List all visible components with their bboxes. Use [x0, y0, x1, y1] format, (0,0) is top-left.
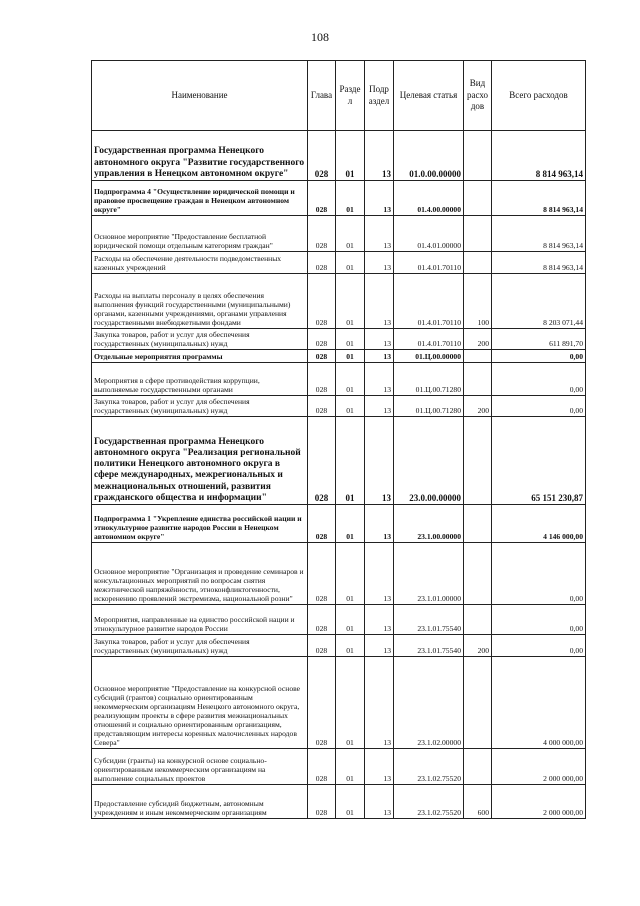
row-chapter: 028: [308, 329, 336, 350]
row-target: 01.Ц.00.71280: [394, 363, 464, 396]
row-name: Закупка товаров, работ и услуг для обеспечения государственных (муниципальных) нужд: [92, 396, 308, 417]
header-chapter: Глава: [308, 61, 336, 131]
table-row: [92, 350, 586, 363]
row-chapter: 028: [308, 216, 336, 252]
row-subsection: 13: [365, 181, 394, 216]
row-subsection: 13: [365, 396, 394, 417]
row-name: Субсидии (гранты) на конкурсной основе социально-ориентированным некоммерческим организациям на выполнение социальных проектов: [92, 749, 308, 785]
row-chapter: 028: [308, 417, 336, 505]
row-name: Основное мероприятие "Предоставление на конкурсной основе субсидий (грантов) социально ориентированным некоммерческим организациям Ненецкого автономного округа, реализующим проекты в сфере развития межнациональных отношений и социально ориентированным организациям, представляющим интересы коренных малочисленных народов Севера": [92, 657, 308, 749]
table-row: [92, 657, 586, 749]
row-subsection: 13: [365, 363, 394, 396]
row-target: 23.1.02.00000: [394, 657, 464, 749]
row-amount: 0,00: [492, 396, 586, 417]
row-subsection: 13: [365, 635, 394, 657]
row-name: Отдельные мероприятия программы: [92, 350, 308, 363]
budget-table: [91, 60, 586, 819]
row-amount: 65 151 230,87: [492, 417, 586, 505]
row-subsection: 13: [365, 131, 394, 181]
row-name: Закупка товаров, работ и услуг для обеспечения государственных (муниципальных) нужд: [92, 635, 308, 657]
row-expense-type: [464, 657, 492, 749]
row-section: 01: [336, 329, 365, 350]
row-amount: 8 814 963,14: [492, 181, 586, 216]
row-expense-type: [464, 131, 492, 181]
header-expense-type: Вид расхо дов: [464, 61, 492, 131]
row-section: 01: [336, 417, 365, 505]
row-chapter: 028: [308, 785, 336, 819]
row-target: 23.1.00.00000: [394, 505, 464, 543]
row-chapter: 028: [308, 749, 336, 785]
row-subsection: 13: [365, 749, 394, 785]
row-name: Мероприятия, направленные на единство российской нации и этнокультурное развитие народов России: [92, 605, 308, 635]
row-expense-type: [464, 181, 492, 216]
row-expense-type: [464, 749, 492, 785]
row-section: 01: [336, 605, 365, 635]
row-expense-type: 200: [464, 396, 492, 417]
row-name: Мероприятия в сфере противодействия коррупции, выполняемые государственными органами: [92, 363, 308, 396]
table-row: [92, 252, 586, 274]
row-amount: 0,00: [492, 543, 586, 605]
table-row: [92, 131, 586, 181]
row-target: 23.1.01.00000: [394, 543, 464, 605]
row-chapter: 028: [308, 396, 336, 417]
row-name: Основное мероприятие "Предоставление бесплатной юридической помощи отдельным категориям граждан": [92, 216, 308, 252]
row-name: Закупка товаров, работ и услуг для обеспечения государственных (муниципальных) нужд: [92, 329, 308, 350]
table-row: [92, 417, 586, 505]
row-section: 01: [336, 396, 365, 417]
row-section: 01: [336, 252, 365, 274]
row-expense-type: [464, 350, 492, 363]
row-chapter: 028: [308, 605, 336, 635]
row-expense-type: 600: [464, 785, 492, 819]
row-chapter: 028: [308, 635, 336, 657]
row-target: 01.4.00.00000: [394, 181, 464, 216]
row-subsection: 13: [365, 417, 394, 505]
row-expense-type: 200: [464, 635, 492, 657]
row-target: 01.4.01.70110: [394, 329, 464, 350]
row-amount: 8 203 071,44: [492, 274, 586, 329]
row-target: 01.Ц.00.00000: [394, 350, 464, 363]
row-amount: 0,00: [492, 350, 586, 363]
row-target: 23.1.01.75540: [394, 605, 464, 635]
table-row: [92, 635, 586, 657]
row-name: Государственная программа Ненецкого автономного округа "Развитие государственного управления в Ненецком автономном округе": [92, 131, 308, 181]
table-row: [92, 543, 586, 605]
row-amount: 8 814 963,14: [492, 131, 586, 181]
row-chapter: 028: [308, 657, 336, 749]
row-section: 01: [336, 505, 365, 543]
row-section: 01: [336, 363, 365, 396]
row-target: 23.1.01.75540: [394, 635, 464, 657]
row-expense-type: 200: [464, 329, 492, 350]
row-section: 01: [336, 543, 365, 605]
row-section: 01: [336, 635, 365, 657]
row-subsection: 13: [365, 216, 394, 252]
row-chapter: 028: [308, 181, 336, 216]
row-section: 01: [336, 274, 365, 329]
row-target: 01.4.01.70110: [394, 252, 464, 274]
row-chapter: 028: [308, 350, 336, 363]
row-expense-type: [464, 543, 492, 605]
row-subsection: 13: [365, 252, 394, 274]
header-subsection: Подр аздел: [365, 61, 394, 131]
row-expense-type: [464, 605, 492, 635]
table-row: [92, 396, 586, 417]
row-expense-type: [464, 505, 492, 543]
table-row: [92, 505, 586, 543]
row-subsection: 13: [365, 605, 394, 635]
row-name: Расходы на выплаты персоналу в целях обеспечения выполнения функций государственными (муниципальными) органами, казенными учреждениями, органами управления государственными внебюджетными фондами: [92, 274, 308, 329]
row-amount: 2 000 000,00: [492, 785, 586, 819]
row-chapter: 028: [308, 543, 336, 605]
row-subsection: 13: [365, 657, 394, 749]
table-row: [92, 605, 586, 635]
row-chapter: 028: [308, 505, 336, 543]
row-section: 01: [336, 749, 365, 785]
row-subsection: 13: [365, 350, 394, 363]
row-section: 01: [336, 657, 365, 749]
header-total: Всего расходов: [492, 61, 586, 131]
row-target: 01.4.01.70110: [394, 274, 464, 329]
table-row: [92, 274, 586, 329]
row-target: 01.0.00.00000: [394, 131, 464, 181]
row-section: 01: [336, 131, 365, 181]
row-subsection: 13: [365, 505, 394, 543]
row-amount: 611 891,70: [492, 329, 586, 350]
row-section: 01: [336, 216, 365, 252]
table-row: [92, 181, 586, 216]
row-name: Подпрограмма 4 "Осуществление юридической помощи и правовое просвещение граждан в Ненецком автономном округе": [92, 181, 308, 216]
table-row: [92, 749, 586, 785]
row-name: Расходы на обеспечение деятельности подведомственных казенных учреждений: [92, 252, 308, 274]
row-amount: 4 000 000,00: [492, 657, 586, 749]
row-target: 23.1.02.75520: [394, 749, 464, 785]
table-row: [92, 216, 586, 252]
row-expense-type: [464, 363, 492, 396]
row-subsection: 13: [365, 785, 394, 819]
row-name: Подпрограмма 1 "Укрепление единства российской нации и этнокультурное развитие народов России в Ненецком автономном округе": [92, 505, 308, 543]
table-header: [92, 61, 586, 131]
row-target: 01.Ц.00.71280: [394, 396, 464, 417]
row-expense-type: 100: [464, 274, 492, 329]
row-amount: 0,00: [492, 635, 586, 657]
row-subsection: 13: [365, 329, 394, 350]
row-expense-type: [464, 417, 492, 505]
row-name: Предоставление субсидий бюджетным, автономным учреждениям и иным некоммерческим организациям: [92, 785, 308, 819]
row-section: 01: [336, 785, 365, 819]
header-name: Наименование: [92, 61, 308, 131]
row-amount: 4 146 000,00: [492, 505, 586, 543]
row-amount: 0,00: [492, 363, 586, 396]
row-subsection: 13: [365, 274, 394, 329]
row-target: 23.0.00.00000: [394, 417, 464, 505]
table-row: [92, 785, 586, 819]
row-name: Государственная программа Ненецкого автономного округа "Реализация региональной политики Ненецкого автономного округа в сфере международных, межрегиональных и межнациональных отношений, развития гражданского общества и информации": [92, 417, 308, 505]
row-section: 01: [336, 350, 365, 363]
row-target: 23.1.02.75520: [394, 785, 464, 819]
table-row: [92, 363, 586, 396]
row-amount: 8 814 963,14: [492, 252, 586, 274]
table-row: [92, 329, 586, 350]
row-chapter: 028: [308, 363, 336, 396]
row-expense-type: [464, 216, 492, 252]
header-section: Разде л: [336, 61, 365, 131]
row-chapter: 028: [308, 274, 336, 329]
row-expense-type: [464, 252, 492, 274]
row-amount: 0,00: [492, 605, 586, 635]
row-amount: 8 814 963,14: [492, 216, 586, 252]
row-chapter: 028: [308, 252, 336, 274]
row-subsection: 13: [365, 543, 394, 605]
row-section: 01: [336, 181, 365, 216]
row-name: Основное мероприятие "Организация и проведение семинаров и консультационных мероприятий по вопросам снятия межэтнической напряжённости, этноконфликтогенности, искоренению проявлений экстремизма, национальной розни": [92, 543, 308, 605]
row-amount: 2 000 000,00: [492, 749, 586, 785]
row-target: 01.4.01.00000: [394, 216, 464, 252]
page-number: 108: [311, 30, 329, 44]
row-chapter: 028: [308, 131, 336, 181]
header-target: Целевая статья: [394, 61, 464, 131]
